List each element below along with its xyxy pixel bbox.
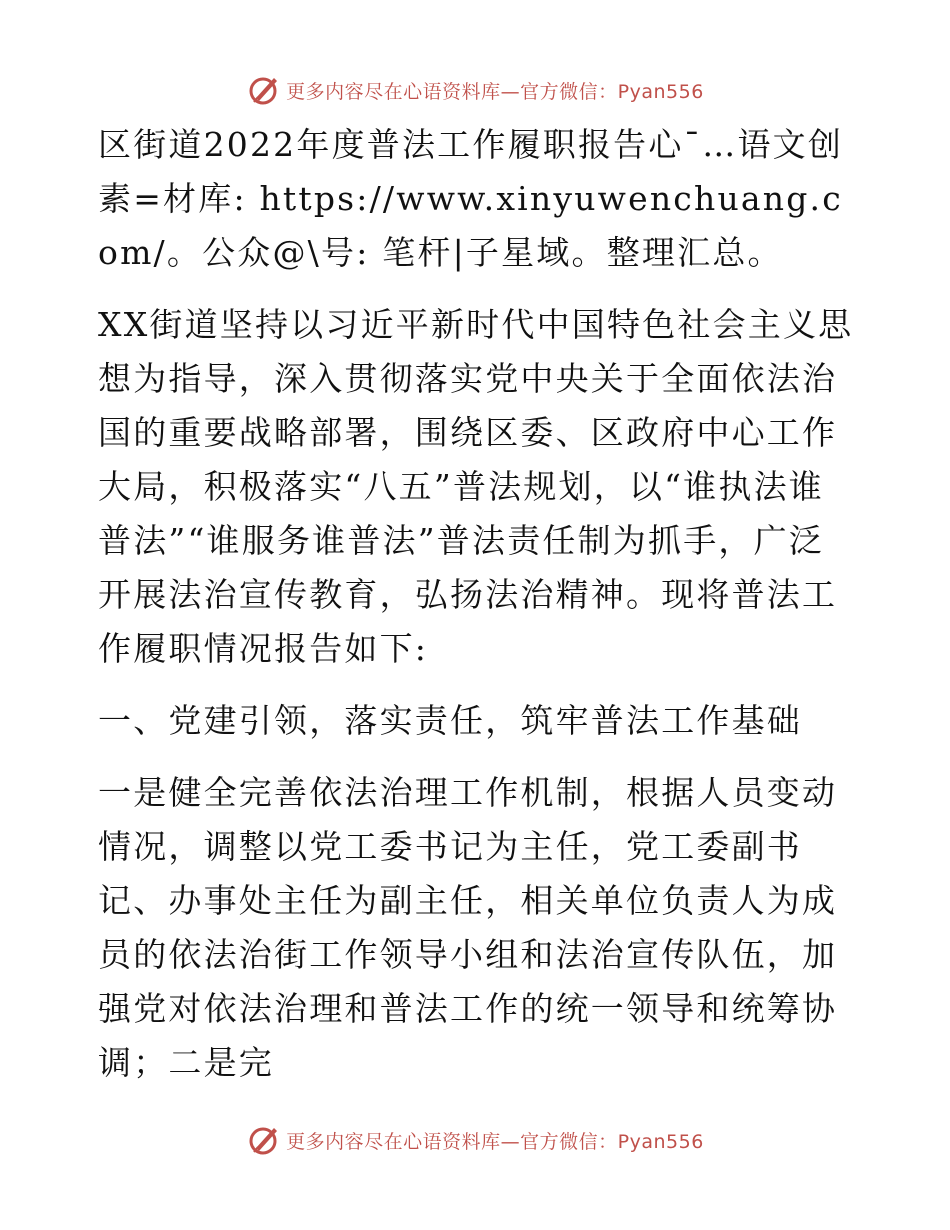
body-paragraph: 一是健全完善依法治理工作机制，根据人员变动情况，调整以党工委书记为主任，党工委副书记、办事处主任为副主任，相关单位负责人为成员的依法治街工作领导小组和法治宣传队伍，加强党对依法治理和普法工作的统一领导和统筹协调；二是完 — [98, 773, 838, 1082]
document-title-paragraph: 区街道2022年度普法工作履职报告心¯…语文创素=材库: https://www.xinyuwenchuang.com/。公众@\号: 笔杆|子星域。整理汇总。 — [98, 125, 844, 272]
section-heading: 一、党建引领，落实责任，筑牢普法工作基础 — [98, 701, 802, 740]
watermark-header — [0, 70, 950, 110]
document-body — [98, 118, 858, 1108]
watermark-text: 更多内容尽在心语资料库—官方微信：Pyan556 — [286, 1130, 704, 1153]
watermark-footer — [0, 1120, 950, 1160]
quill-seal-icon — [246, 72, 282, 108]
quill-seal-icon — [246, 1122, 282, 1158]
intro-paragraph: XX街道坚持以习近平新时代中国特色社会主义思想为指导，深入贯彻落实党中央关于全面依法治国的重要战略部署，围绕区委、区政府中心工作大局，积极落实“八五”普法规划，以“谁执法谁普法”“谁服务谁普法”普法责任制为抓手，广泛开展法治宣传教育，弘扬法治精神。现将普法工作履职情况报告如下: — [98, 305, 854, 668]
watermark-text: 更多内容尽在心语资料库—官方微信：Pyan556 — [286, 80, 704, 103]
